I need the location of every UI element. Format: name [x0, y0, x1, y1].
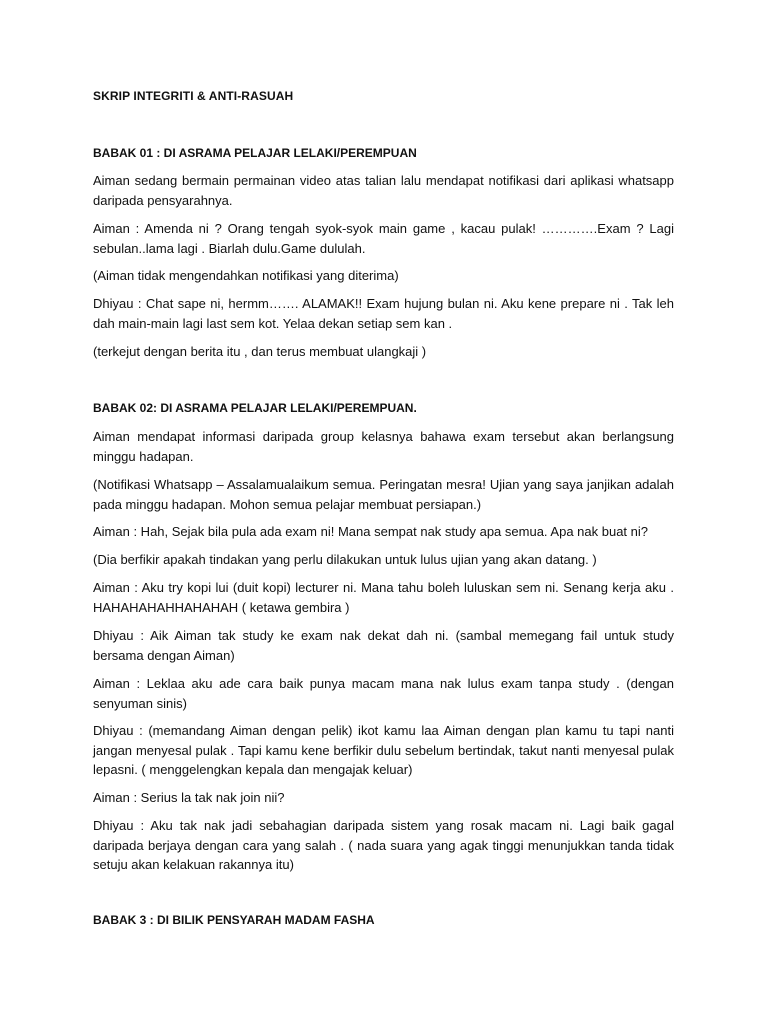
- babak2-paragraph-6: Dhiyau : Aik Aiman tak study ke exam nak dekat dah ni. (sambal memegang fail untuk study bersama dengan Aiman): [93, 628, 674, 663]
- babak2-paragraph-8: Dhiyau : (memandang Aiman dengan pelik) ikot kamu laa Aiman dengan plan kamu tu tapi nanti jangan menyesal pulak . Tapi kamu kene berfikir dulu sebelum bertindak, takut nanti menyesal pulak lepasni. ( menggelengkan kepala dan mengajak keluar): [93, 723, 674, 777]
- document-title: SKRIP INTEGRITI & ANTI-RASUAH: [93, 89, 294, 103]
- babak2-paragraph-7: Aiman : Leklaa aku ade cara baik punya macam mana nak lulus exam tanpa study . (dengan senyuman sinis): [93, 676, 674, 711]
- babak2-paragraph-2: (Notifikasi Whatsapp – Assalamualaikum semua. Peringatan mesra! Ujian yang saya janjikan adalah pada minggu hadapan. Mohon semua pelajar membuat persiapan.): [93, 477, 674, 512]
- babak2-paragraph-9: Aiman : Serius la tak nak join nii?: [93, 790, 285, 805]
- babak1-paragraph-1: Aiman sedang bermain permainan video atas talian lalu mendapat notifikasi dari aplikasi whatsapp daripada pensyarahnya.: [93, 173, 674, 208]
- babak1-heading: BABAK 01 : DI ASRAMA PELAJAR LELAKI/PEREMPUAN: [93, 146, 417, 160]
- babak1-paragraph-2: Aiman : Amenda ni ? Orang tengah syok-syok main game , kacau pulak! ………….Exam ? Lagi sebulan..lama lagi . Biarlah dulu.Game dululah.: [93, 221, 674, 256]
- babak2-paragraph-4: (Dia berfikir apakah tindakan yang perlu dilakukan untuk lulus ujian yang akan datang. ): [93, 552, 597, 567]
- babak1-paragraph-3: (Aiman tidak mengendahkan notifikasi yang diterima): [93, 268, 399, 283]
- babak2-paragraph-10: Dhiyau : Aku tak nak jadi sebahagian daripada sistem yang rosak macam ni. Lagi baik gagal daripada berjaya dengan cara yang salah . ( nada suara yang agak tinggi menunjukkan tanda tidak setuju akan kelakuan rakannya itu): [93, 818, 674, 872]
- babak2-paragraph-1: Aiman mendapat informasi daripada group kelasnya bahawa exam tersebut akan berlangsung minggu hadapan.: [93, 429, 674, 464]
- babak1-paragraph-5: (terkejut dengan berita itu , dan terus membuat ulangkaji ): [93, 344, 427, 359]
- babak2-paragraph-5: Aiman : Aku try kopi lui (duit kopi) lecturer ni. Mana tahu boleh luluskan sem ni. Senang kerja aku . HAHAHAHAHHAHAHAH ( ketawa gembira ): [93, 580, 674, 615]
- babak2-heading: BABAK 02: DI ASRAMA PELAJAR LELAKI/PEREMPUAN.: [93, 401, 417, 415]
- babak1-paragraph-4: Dhiyau : Chat sape ni, hermm……. ALAMAK!! Exam hujung bulan ni. Aku kene prepare ni . Tak leh dah main-main lagi last sem kot. Yelaa dekan setiap sem kan .: [93, 296, 674, 331]
- babak3-heading: BABAK 3 : DI BILIK PENSYARAH MADAM FASHA: [93, 913, 375, 927]
- babak2-paragraph-3: Aiman : Hah, Sejak bila pula ada exam ni! Mana sempat nak study apa semua. Apa nak buat ni?: [93, 524, 649, 539]
